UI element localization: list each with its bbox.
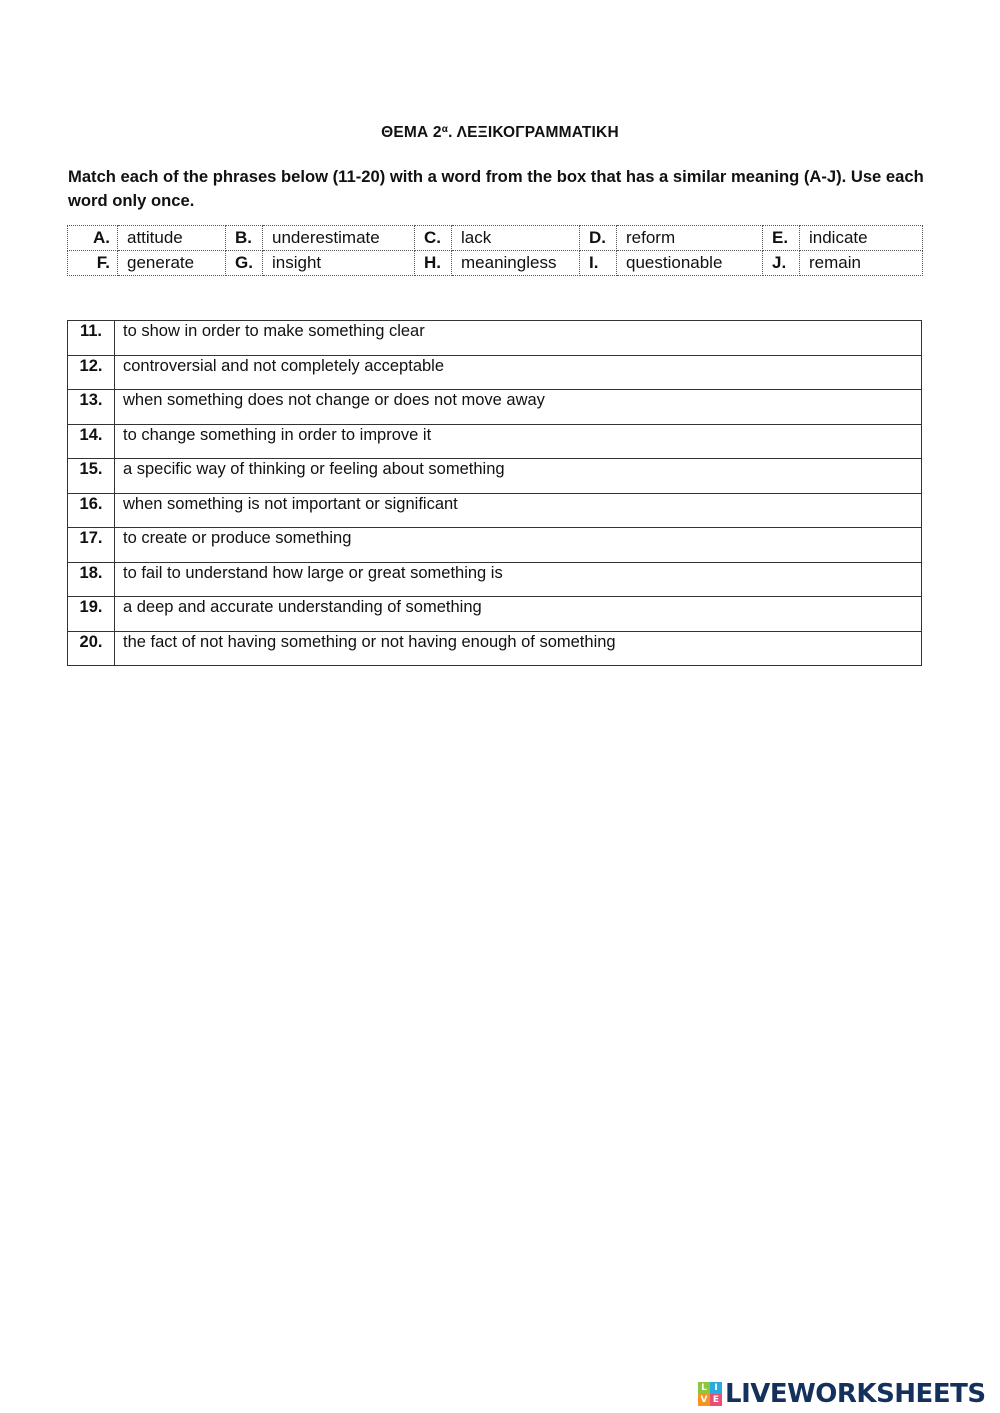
title-rest: . ΛΕΞΙΚΟΓΡΑΜΜΑΤΙΚΗ — [448, 124, 619, 141]
phrase-text: to fail to understand how large or great something is — [115, 562, 922, 597]
word-letter: H. — [415, 251, 452, 276]
table-row — [68, 459, 922, 494]
phrase-text: a specific way of thinking or feeling about something — [115, 459, 922, 494]
word-option: indicate — [800, 226, 923, 251]
word-option: underestimate — [263, 226, 415, 251]
phrase-number: 12. — [68, 355, 115, 390]
table-row — [68, 355, 922, 390]
table-row — [68, 390, 922, 425]
logo-text: LIVEWORKSHEETS — [725, 1379, 986, 1409]
word-letter: D. — [580, 226, 617, 251]
word-letter: C. — [415, 226, 452, 251]
word-box-row — [68, 251, 923, 276]
phrase-text: when something does not change or does not move away — [115, 390, 922, 425]
word-option: reform — [617, 226, 763, 251]
phrases-table — [67, 320, 922, 666]
phrase-text: when something is not important or significant — [115, 493, 922, 528]
table-row — [68, 528, 922, 563]
table-row — [68, 493, 922, 528]
word-letter: G. — [226, 251, 263, 276]
phrase-text: to change something in order to improve it — [115, 424, 922, 459]
logo-mark-letter: E — [710, 1394, 722, 1406]
word-letter: E. — [763, 226, 800, 251]
phrase-text: controversial and not completely acceptable — [115, 355, 922, 390]
word-option: generate — [118, 251, 226, 276]
word-box — [67, 225, 923, 276]
liveworksheets-logo-icon — [698, 1382, 722, 1406]
table-row — [68, 597, 922, 632]
page-title — [0, 124, 1000, 142]
phrase-number: 20. — [68, 631, 115, 666]
instructions: Match each of the phrases below (11-20) with a word from the box that has a similar meaning (A-J). Use each word only once. — [68, 167, 924, 210]
liveworksheets-logo — [698, 1378, 986, 1410]
word-option: lack — [452, 226, 580, 251]
title-main: ΘΕΜΑ 2 — [381, 124, 442, 141]
title-superscript: α — [441, 124, 449, 135]
phrase-number: 13. — [68, 390, 115, 425]
word-option: remain — [800, 251, 923, 276]
phrase-text: a deep and accurate understanding of something — [115, 597, 922, 632]
phrase-number: 11. — [68, 321, 115, 356]
phrase-number: 19. — [68, 597, 115, 632]
table-row — [68, 562, 922, 597]
word-letter: B. — [226, 226, 263, 251]
word-option: questionable — [617, 251, 763, 276]
table-row — [68, 321, 922, 356]
table-row — [68, 631, 922, 666]
word-option: insight — [263, 251, 415, 276]
phrase-number: 18. — [68, 562, 115, 597]
phrase-text: to create or produce something — [115, 528, 922, 563]
word-letter: A. — [68, 226, 118, 251]
word-option: attitude — [118, 226, 226, 251]
word-letter: F. — [68, 251, 118, 276]
table-row — [68, 424, 922, 459]
phrase-number: 17. — [68, 528, 115, 563]
phrase-number: 16. — [68, 493, 115, 528]
logo-mark-letter: V — [698, 1394, 710, 1406]
word-box-row — [68, 226, 923, 251]
phrase-number: 14. — [68, 424, 115, 459]
word-letter: I. — [580, 251, 617, 276]
phrase-text: the fact of not having something or not having enough of something — [115, 631, 922, 666]
phrase-number: 15. — [68, 459, 115, 494]
phrase-text: to show in order to make something clear — [115, 321, 922, 356]
logo-mark-letter: I — [710, 1382, 722, 1394]
word-option: meaningless — [452, 251, 580, 276]
logo-mark-letter: L — [698, 1382, 710, 1394]
word-letter: J. — [763, 251, 800, 276]
